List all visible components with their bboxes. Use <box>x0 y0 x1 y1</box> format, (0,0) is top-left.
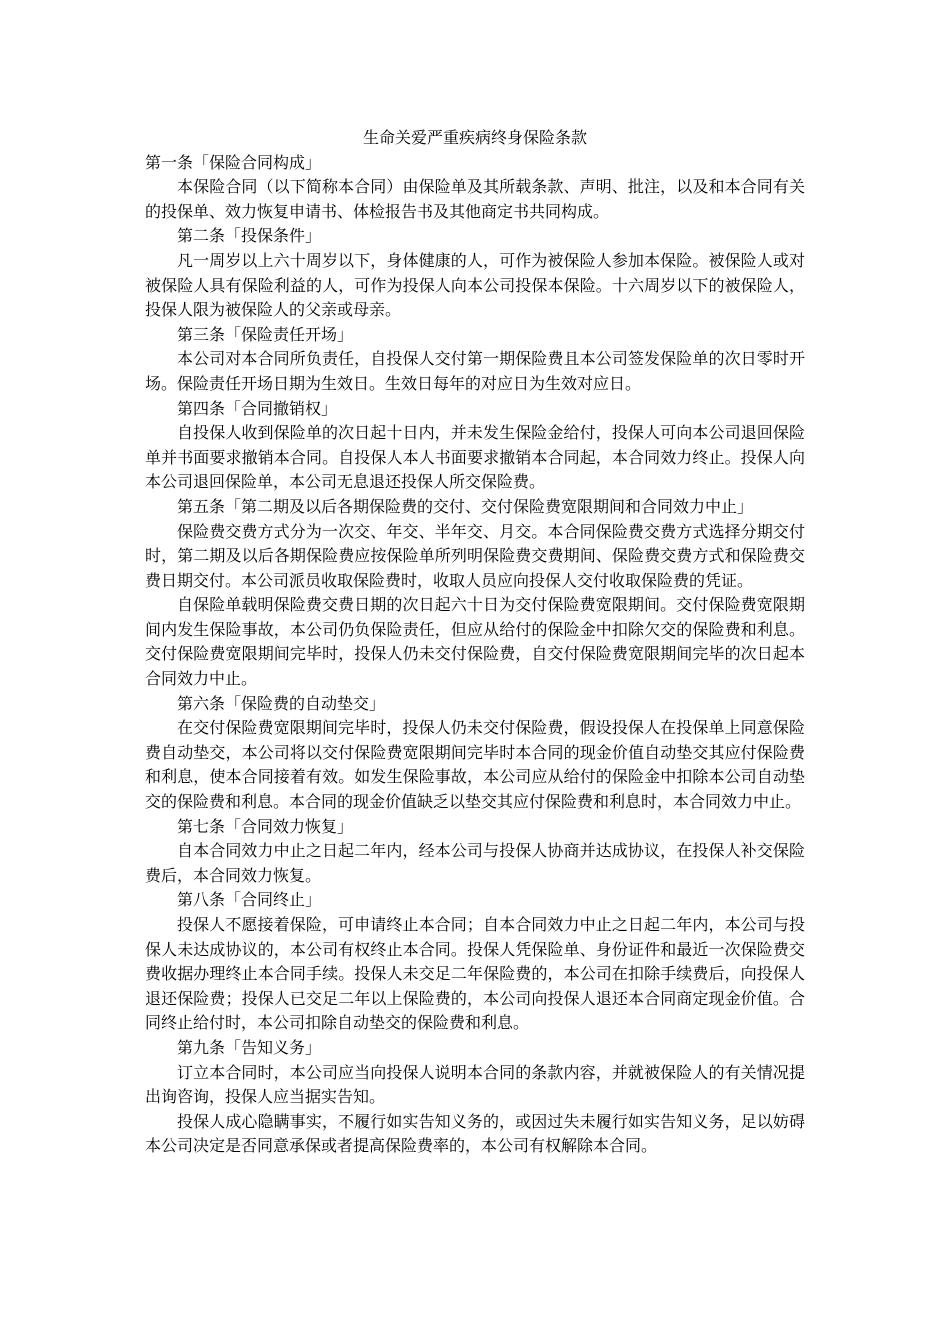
document-page <box>145 126 805 1159</box>
article-5-paragraph-2: 自保险单载明保险费交费日期的次日起六十日为交付保险费宽限期间。交付保险费宽限期间内发生保险事故，本公司仍负保险责任，但应从给付的保险金中扣除欠交的保险费和利息。交付保险费宽限期间完毕时，投保人仍未交付保险费，自交付保险费宽限期间完毕的次日起本合同效力中止。 <box>145 595 805 689</box>
article-9-paragraph-1: 订立本合同时，本公司应当向投保人说明本合同的条款内容，并就被保险人的有关情况提出询咨询，投保人应当据实告知。 <box>145 1062 805 1107</box>
article-1-heading: 第一条「保险合同构成」 <box>145 152 322 172</box>
article-4-paragraph: 自投保人收到保险单的次日起十日内，并未发生保险金给付，投保人可向本公司退回保险单并书面要求撤销本合同。自投保人本人书面要求撤销本合同起，本合同效力终止。投保人向本公司退回保险单，本公司无息退还投保人所交保险费。 <box>145 423 805 492</box>
article-3-heading: 第三条「保险责任开场」 <box>177 324 354 344</box>
article-1-paragraph: 本保险合同（以下简称本合同）由保险单及其所载条款、声明、批注，以及和本合同有关的投保单、效力恢复申请书、体检报告书及其他商定书共同构成。 <box>145 177 805 221</box>
article-9-heading: 第九条「告知义务」 <box>177 1037 322 1057</box>
article-2-paragraph: 凡一周岁以上六十周岁以下，身体健康的人，可作为被保险人参加本保险。被保险人或对被保险人具有保险利益的人，可作为投保人向本公司投保本保险。十六周岁以下的被保险人，投保人限为被保险人的父亲或母亲。 <box>145 250 805 320</box>
document-title: 生命关爱严重疾病终身保险条款 <box>362 128 587 147</box>
article-4-heading: 第四条「合同撤销权」 <box>177 398 338 418</box>
article-8-heading: 第八条「合同终止」 <box>177 890 322 910</box>
article-5-paragraph-1: 保险费交费方式分为一次交、年交、半年交、月交。本合同保险费交费方式选择分期交付时，第二期及以后各期保险费应按保险单所列明保险费交费期间、保险费交费方式和保险费交费日期交付。本公司派员收取保险费时，收取人员应向投保人交付收取保险费的凭证。 <box>145 521 805 590</box>
article-3-paragraph: 本公司对本合同所负责任，自投保人交付第一期保险费且本公司签发保险单的次日零时开场。保险责任开场日期为生效日。生效日每年的对应日为生效对应日。 <box>145 349 805 393</box>
article-6-heading: 第六条「保险费的自动垫交」 <box>177 693 386 713</box>
article-6-paragraph: 在交付保险费宽限期间完毕时，投保人仍未交付保险费，假设投保人在投保单上同意保险费自动垫交，本公司将以交付保险费宽限期间完毕时本合同的现金价值自动垫交其应付保险费和利息，使本合同接着有效。如发生保险事故，本公司应从给付的保险金中扣除本公司自动垫交的保险费和利息。本合同的现金价值缺乏以垫交其应付保险费和利息时，本合同效力中止。 <box>145 718 805 812</box>
article-2-heading: 第二条「投保条件」 <box>177 226 322 246</box>
article-5-heading: 第五条「第二期及以后各期保险费的交付、交付保险费宽限期间和合同效力中止」 <box>177 496 754 516</box>
article-7-paragraph: 自本合同效力中止之日起二年内，经本公司与投保人协商并达成协议，在投保人补交保险费后，本合同效力恢复。 <box>145 841 805 885</box>
article-8-paragraph: 投保人不愿接着保险，可申请终止本合同；自本合同效力中止之日起二年内，本公司与投保人未达成协议的，本公司有权终止本合同。投保人凭保险单、身份证件和最近一次保险费交费收据办理终止本合同手续。投保人未交足二年保险费的，本公司在扣除手续费后，向投保人退还保险费；投保人已交足二年以上保险费的，本公司向投保人退还本合同商定现金价值。合同终止给付时，本公司扣除自动垫交的保险费和利息。 <box>145 915 805 1033</box>
article-9-paragraph-2: 投保人成心隐瞒事实，不履行如实告知义务的，或因过失未履行如实告知义务，足以妨碍本公司决定是否同意承保或者提高保险费率的，本公司有权解除本合同。 <box>145 1111 805 1156</box>
article-7-heading: 第七条「合同效力恢复」 <box>177 816 354 836</box>
